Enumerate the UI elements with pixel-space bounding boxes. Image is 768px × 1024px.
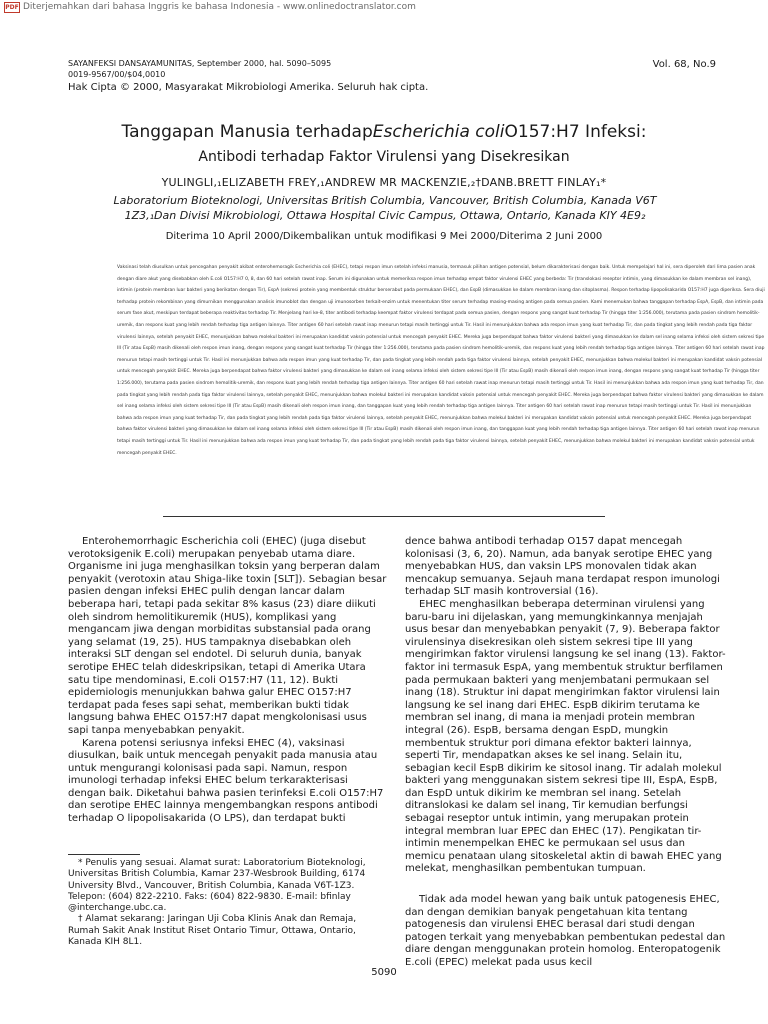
- title-italic: Escherichia coli: [372, 122, 505, 142]
- copyright-notice: Hak Cipta © 2000, Masyarakat Mikrobiologi Amerika. Seluruh hak cipta.: [68, 82, 429, 93]
- footnotes: [68, 858, 390, 948]
- translation-banner-text[interactable]: Diterjemahkan dari bahasa Inggris ke bahasa Indonesia - www.onlinedoctranslator.com: [23, 2, 416, 12]
- footnote-divider: [68, 854, 140, 855]
- journal-citation: SAYANFEKSI DANSAYAMUNITAS, September 2000, hal. 5090–5095: [68, 59, 332, 68]
- title-post: O157:H7 Infeksi:: [504, 122, 647, 142]
- journal-citation-block: [68, 58, 331, 80]
- volume-issue: Vol. 68, No.9: [652, 59, 716, 70]
- footnote-corresponding: * Penulis yang sesuai. Alamat surat: Laboratorium Bioteknologi, Universitas British Columbia, Kamar 237-Wesbrook Building, 6174 University Blvd., Vancouver, British Columbia, Kanada V6T-1Z3. Telepon: (604) 822-2210. Faks: (604) 822-9830. E-mail: bfinlay @interchange.ubc.ca.: [68, 858, 366, 914]
- abstract-text: Vaksinasi telah diusulkan untuk pencegahan penyakit akibat enterohemoragik Escherichia coli (EHEC), tetapi respon imun setelah infeksi manusia, termasuk pilihan antigen potensial, belum dikarakterisasi dengan baik. Untuk mempelajari hal ini, sera diperoleh dari lima pasien anak dengan diare akut yang disebabkan oleh E.coli O157:H7 0, 8, dan 60 hari setelah rawat inap. Serum ini digunakan untuk memeriksa respon imun terhadap empat faktor virulensi EHEC yang berbeda: Tir (translokasi reseptor intimin, yang dimasukkan ke dalam membran sel inang), intimin (protein membran luar bakteri yang berikatan dengan Tir), EspA (sekresi protein yang membentuk struktur berserabut pada permukaan EHEC), dan EspB (dimasukkan ke dalam membran inang dan sitoplasma). Respon terhadap lipopolisakarida O157:H7 juga diperiksa. Sera diuji terhadap protein rekombinan yang dimurnikan menggunakan analisis imunoblot dan dengan uji imunosorben terkait-enzim untuk menentukan titer serum terhadap masing-masing antigen pada semua pasien. Kami menemukan bahwa tanggapan terhadap EspA, EspB, dan intimin pada serum fase akut, meskipun terdapat beberapa reaktivitas terhadap Tir. Menjelang hari ke-8, titer antibodi terhadap keempat faktor virulensi terdapat pada semua pasien, dengan respons yang sangat kuat terhadap Tir (hingga titer 1:256.000), terutama pada pasien sindrom hemolitik-uremik, dan respons kuat yang lebih rendah terhadap tiga antigen lainnya. Titer antigen 60 hari setelah rawat inap menurun tetapi masih tertinggi untuk Tir. Hasil ini menunjukkan bahwa ada respon imun yang kuat terhadap Tir, dan pada tingkat yang lebih rendah pada tiga faktor virulensi lainnya, setelah penyakit EHEC, menunjukkan bahwa molekul bakteri ini merupakan kandidat vaksin potensial untuk mencegah penyakit EHEC. Mereka juga berpendapat bahwa faktor virulensi bakteri yang dimasukkan ke dalam sel inang selama infeksi oleh sistem sekresi tipe III (Tir atau EspB) masih dikenali oleh respon imun inang, dengan respons yang sangat kuat terhadap Tir (hingga titer 1:256.000), terutama pada pasien sindrom hemolitik-uremik, dan respons kuat yang lebih rendah terhadap tiga antigen lainnya. Titer antigen 60 hari setelah rawat inap menurun tetapi masih tertinggi untuk Tir. Hasil ini menunjukkan bahwa ada respon imun yang kuat terhadap Tir, dan pada tingkat yang lebih rendah pada tiga faktor virulensi lainnya, setelah penyakit EHEC, menunjukkan bahwa molekul bakteri ini merupakan kandidat vaksin potensial untuk mencegah penyakit EHEC. Mereka juga berpendapat bahwa faktor virulensi bakteri yang dimasukkan ke dalam sel inang selama infeksi oleh sistem sekresi tipe III (Tir atau EspB) masih dikenali oleh respon imun inang, dengan respons yang sangat kuat terhadap Tir (hingga titer 1:256.000), terutama pada pasien sindrom hemolitik-uremik, dan respons kuat yang lebih rendah terhadap tiga antigen lainnya. Titer antigen 60 hari setelah rawat inap menurun tetapi masih tertinggi untuk Tir. Hasil ini menunjukkan bahwa ada respon imun yang kuat terhadap Tir, dan pada tingkat yang lebih rendah pada tiga faktor virulensi lainnya, setelah penyakit EHEC, menunjukkan bahwa molekul bakteri ini merupakan kandidat vaksin potensial untuk mencegah penyakit EHEC. Mereka juga berpendapat bahwa faktor virulensi bakteri yang dimasukkan ke dalam sel inang selama infeksi oleh sistem sekresi tipe III (Tir atau EspB) masih dikenali oleh respon imun inang, dan tanggapan kuat yang lebih rendah terhadap tiga antigen lainnya. Titer antigen 60 hari setelah rawat inap menurun tetapi masih tertinggi untuk Tir. Hasil ini menunjukkan bahwa ada respon imun yang kuat terhadap Tir, dan pada tingkat yang lebih rendah pada tiga faktor virulensi lainnya, setelah penyakit EHEC, menunjukkan bahwa molekul bakteri ini merupakan kandidat vaksin potensial untuk mencegah penyakit EHEC. Mereka juga berpendapat bahwa faktor virulensi bakteri yang dimasukkan ke dalam sel inang selama infeksi oleh sistem sekresi tipe III (Tir atau EspB) masih dikenali oleh respon imun inang, dan tanggapan kuat yang lebih rendah terhadap tiga antigen lainnya. Titer antigen 60 hari setelah rawat inap menurun tetapi masih tertinggi untuk Tir. Hasil ini menunjukkan bahwa ada respon imun yang kuat terhadap Tir, dan pada tingkat yang lebih rendah pada tiga faktor virulensi lainnya, setelah penyakit EHEC, menunjukkan bahwa molekul bakteri ini merupakan kandidat vaksin potensial untuk mencegah penyakit EHEC.: [117, 265, 765, 456]
- translation-banner[interactable]: [4, 0, 416, 14]
- journal-issn: 0019-9567/00/$04,0010: [68, 70, 166, 79]
- footnote-present-address: † Alamat sekarang: Jaringan Uji Coba Klinis Anak dan Remaja, Rumah Sakit Anak Institut Riset Ontario Timur, Ottawa, Ontario, Kanada KIH 8L1.: [68, 914, 357, 948]
- received-dates: Diterima 10 April 2000/Dikembalikan untuk modifikasi 9 Mei 2000/Diterima 2 Juni 2000: [165, 231, 603, 242]
- body-paragraph: Tidak ada model hewan yang baik untuk patogenesis EHEC, dan dengan demikian banyak pengetahuan kita tentang patogenesis dan virulensi EHEC berasal dari studi dengan patogen terkait yang menyebabkan pembentukan pedestal dan diare dengan menggunakan protein homolog. Enteropatogenik E.coli (EPEC) melekat pada usus kecil: [405, 894, 726, 968]
- body-paragraph: Karena potensi seriusnya infeksi EHEC (4), vaksinasi diusulkan, baik untuk mencegah penyakit pada manusia atau untuk mengurangi kolonisasi pada sapi. Namun, respon imunologi terhadap infeksi EHEC belum terkarakterisasi dengan baik. Diketahui bahwa pasien terinfeksi E.coli O157:H7 dan serotipe EHEC lainnya mengembangkan respons antibodi terhadap O lipopolisakarida (O LPS), dan terdapat bukti: [68, 737, 384, 825]
- body-paragraph: dence bahwa antibodi terhadap O157 dapat mencegah kolonisasi (3, 6, 20). Namun, ada banyak serotipe EHEC yang menyebabkan HUS, dan vaksin LPS monovalen tidak akan mencakup semuanya. Sejauh mana terdapat respon imunologi terhadap SLT masih kontroversial (16).: [405, 536, 720, 598]
- author-list: YULINGLI,₁ELIZABETH FREY,₁ANDREW MR MACKENZIE,₂†DANB.BRETT FINLAY₁*: [161, 176, 607, 189]
- body-paragraph: Enterohemorrhagic Escherichia coli (EHEC) (juga disebut verotoksigenik E.coli) merupakan penyebab utama diare. Organisme ini juga menghasilkan toksin yang berperan dalam penyakit (verotoxin atau Shiga-like toxin [SLT]). Sebagian besar pasien dengan infeksi EHEC pulih dengan lancar dalam beberapa hari, tetapi pada sekitar 8% kasus (23) diare diikuti oleh sindrom hemolitikuremik (HUS), komplikasi yang mengancam jiwa dengan morbiditas substansial pada orang yang selamat (19, 25). HUS tampaknya disebabkan oleh interaksi SLT dengan sel endotel. Di seluruh dunia, banyak serotipe EHEC telah dideskripsikan, tetapi di Amerika Utara satu tipe mendominasi, E.coli O157:H7 (11, 12). Bukti epidemiologis menunjukkan bahwa galur EHEC O157:H7 terdapat pada feses sapi sehat, memberikan bukti tidak langsung bahwa EHEC O157:H7 dapat mengkolonisasi usus sapi tanpa menyebabkan penyakit.: [68, 536, 387, 736]
- page-number: 5090: [371, 967, 397, 978]
- abstract: [117, 262, 767, 459]
- body-paragraph: EHEC menghasilkan beberapa determinan virulensi yang baru-baru ini dijelaskan, yang memungkinkannya menjajah usus besar dan menyebabkan penyakit (7, 9). Beberapa faktor virulensinya disekresikan oleh sistem sekresi tipe III yang mengirimkan faktor virulensi langsung ke sel inang (13). Faktor-faktor ini termasuk EspA, yang membentuk struktur berfilamen pada permukaan bakteri yang menjembatani permukaan sel inang (18). Struktur ini dapat mengirimkan faktor virulensi lain langsung ke sel inang dari EHEC. EspB dikirim terutama ke membran sel inang, di mana ia menjadi protein membran integral (26). EspB, bersama dengan EspD, mungkin membentuk struktur pori dimana efektor bakteri lainnya, seperti Tir, mendapatkan akses ke sel inang. Selain itu, sebagian kecil EspB dikirim ke sitosol inang. Tir adalah molekul bakteri yang menggunakan sistem sekresi tipe III, EspA, EspB, dan EspD untuk dikirim ke membran sel inang. Setelah ditranslokasi ke dalam sel inang, Tir kemudian berfungsi sebagai reseptor untuk intimin, yang merupakan protein integral membran luar EPEC dan EHEC (17). Pengikatan tir-intimin menempelkan EHEC ke permukaan sel usus dan memicu penataan ulang sitoskeletal aktin di bawah EHEC yang melekat, menghasilkan pembentukan tumpuan.: [405, 598, 726, 875]
- title-pre: Tanggapan Manusia terhadap: [121, 122, 373, 142]
- abstract-divider: [163, 516, 605, 517]
- body-column-left: [68, 536, 387, 826]
- author-affiliation: Laboratorium Bioteknologi, Universitas British Columbia, Vancouver, British Columbia, Kanada V6T 1Z3,₁Dan Divisi Mikrobiologi, Ottawa Hospital Civic Campus, Ottawa, Ontario, Kanada KIY 4E9₂: [113, 194, 657, 222]
- pdf-logo-icon: PDF: [5, 3, 19, 11]
- body-column-right: [405, 536, 727, 970]
- article-title: [0, 122, 768, 142]
- article-subtitle: Antibodi terhadap Faktor Virulensi yang Disekresikan: [198, 149, 570, 165]
